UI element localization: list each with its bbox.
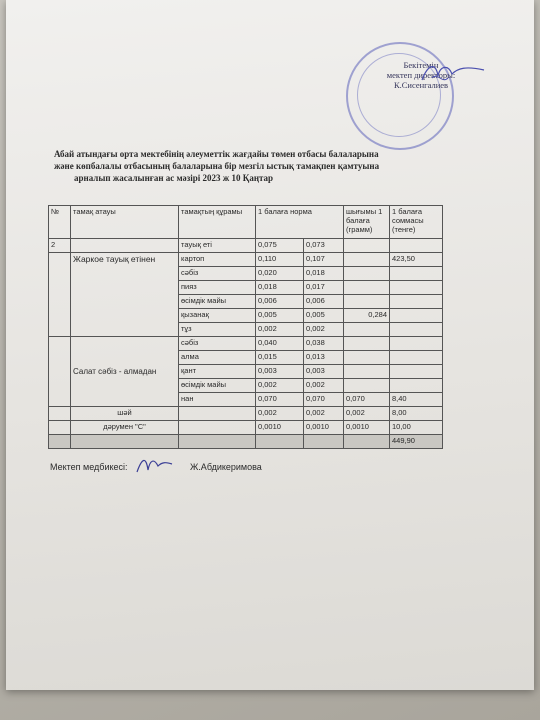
title-line-2: және көпбалалы отбасының балаларына бір мезгіл ыстық тамақпен қамтуына xyxy=(54,161,380,171)
total-sum: 449,90 xyxy=(390,435,443,449)
total-row xyxy=(49,435,443,449)
sum: 423,50 xyxy=(390,253,443,267)
ingredient: қызанақ xyxy=(179,309,256,323)
norm-1: 0,110 xyxy=(256,253,304,267)
ingredient: тұз xyxy=(179,323,256,337)
number-cell-empty xyxy=(49,253,71,337)
sum xyxy=(390,267,443,281)
output xyxy=(344,379,390,393)
sum xyxy=(390,309,443,323)
dish-name-salad: Салат сәбіз - алмадан xyxy=(71,337,179,407)
ingredient-empty xyxy=(179,407,256,421)
ingredient: сәбіз xyxy=(179,267,256,281)
approval-line-3: К.Сисенгалиев xyxy=(393,80,449,90)
norm-2: 0,017 xyxy=(304,281,344,295)
ingredient: алма xyxy=(179,351,256,365)
number-cell-empty xyxy=(49,407,71,421)
table-row xyxy=(49,407,443,421)
norm-2: 0,073 xyxy=(304,239,344,253)
output: 0,070 xyxy=(344,393,390,407)
sum xyxy=(390,365,443,379)
ingredient-empty xyxy=(179,421,256,435)
title-line-1: Абай атындағы орта мектебінің әлеуметтік жағдайы төмен отбасы балаларына xyxy=(54,149,379,159)
director-signature xyxy=(418,58,488,86)
norm-1: 0,002 xyxy=(256,323,304,337)
extra-item-name: шәй xyxy=(71,407,179,421)
norm-2: 0,038 xyxy=(304,337,344,351)
sum xyxy=(390,323,443,337)
output xyxy=(344,267,390,281)
output xyxy=(344,281,390,295)
output xyxy=(344,365,390,379)
norm-1: 0,075 xyxy=(256,239,304,253)
norm-2: 0,070 xyxy=(304,393,344,407)
table-row xyxy=(49,337,443,351)
nurse-label: Мектеп медбикесі: xyxy=(50,462,128,472)
ingredient: сәбіз xyxy=(179,337,256,351)
document-page xyxy=(6,0,534,690)
total-cell-empty xyxy=(304,435,344,449)
norm-1: 0,002 xyxy=(256,407,304,421)
output: 0,284 xyxy=(344,309,390,323)
norm-1: 0,002 xyxy=(256,379,304,393)
norm-2: 0,0010 xyxy=(304,421,344,435)
output xyxy=(344,295,390,309)
norm-2: 0,002 xyxy=(304,323,344,337)
norm-2: 0,002 xyxy=(304,379,344,393)
output xyxy=(344,323,390,337)
total-cell-empty xyxy=(179,435,256,449)
document-title xyxy=(54,148,474,184)
norm-2: 0,002 xyxy=(304,407,344,421)
norm-2: 0,107 xyxy=(304,253,344,267)
norm-2: 0,005 xyxy=(304,309,344,323)
sum xyxy=(390,239,443,253)
header-output: шығымы 1 балаға (грамм) xyxy=(344,206,390,239)
norm-1: 0,015 xyxy=(256,351,304,365)
number-cell-empty xyxy=(49,337,71,407)
nurse-name: Ж.Абдикеримова xyxy=(190,462,262,472)
norm-1: 0,006 xyxy=(256,295,304,309)
sum xyxy=(390,379,443,393)
output: 0,002 xyxy=(344,407,390,421)
norm-2: 0,003 xyxy=(304,365,344,379)
header-ingredients: тамақтың құрамы xyxy=(179,206,256,239)
sum xyxy=(390,281,443,295)
extra-item-name: дәрумен "С" xyxy=(71,421,179,435)
total-cell-empty xyxy=(49,435,71,449)
sum: 10,00 xyxy=(390,421,443,435)
title-line-3: арналып жасалынған ас мәзірі 2023 ж 10 Қаңтар xyxy=(74,173,274,183)
total-cell-empty xyxy=(71,435,179,449)
norm-2: 0,006 xyxy=(304,295,344,309)
norm-1: 0,0010 xyxy=(256,421,304,435)
nurse-signature xyxy=(134,454,174,476)
ingredient: өсімдік майы xyxy=(179,379,256,393)
total-cell-empty xyxy=(256,435,304,449)
output xyxy=(344,351,390,365)
ingredient: өсімдік майы xyxy=(179,295,256,309)
approval-line-2: мектеп директоры: xyxy=(386,70,456,80)
ingredient: картоп xyxy=(179,253,256,267)
norm-2: 0,013 xyxy=(304,351,344,365)
table-row xyxy=(49,253,443,267)
sum xyxy=(390,295,443,309)
ingredient: қант xyxy=(179,365,256,379)
norm-1: 0,070 xyxy=(256,393,304,407)
norm-1: 0,003 xyxy=(256,365,304,379)
output xyxy=(344,253,390,267)
norm-1: 0,005 xyxy=(256,309,304,323)
header-norm: 1 балаға норма xyxy=(256,206,344,239)
dish-cell-empty xyxy=(71,239,179,253)
norm-2: 0,018 xyxy=(304,267,344,281)
number-cell-empty xyxy=(49,421,71,435)
sum xyxy=(390,351,443,365)
row-number: 2 xyxy=(49,239,71,253)
sum xyxy=(390,337,443,351)
ingredient: тауық еті xyxy=(179,239,256,253)
dish-name-roast: Жаркое тауық етінен xyxy=(71,253,179,337)
total-cell-empty xyxy=(344,435,390,449)
output xyxy=(344,337,390,351)
footer xyxy=(50,462,490,472)
norm-1: 0,018 xyxy=(256,281,304,295)
table-header-row xyxy=(49,206,443,239)
norm-1: 0,040 xyxy=(256,337,304,351)
sum: 8,40 xyxy=(390,393,443,407)
approval-line-1: Бекітемін xyxy=(403,60,439,70)
header-number: № xyxy=(49,206,71,239)
ingredient: пияз xyxy=(179,281,256,295)
menu-table xyxy=(48,205,443,449)
output xyxy=(344,239,390,253)
output: 0,0010 xyxy=(344,421,390,435)
ingredient: нан xyxy=(179,393,256,407)
table-row xyxy=(49,421,443,435)
sum: 8,00 xyxy=(390,407,443,421)
norm-1: 0,020 xyxy=(256,267,304,281)
table-row xyxy=(49,239,443,253)
header-sum: 1 балаға соммасы (тенге) xyxy=(390,206,443,239)
header-dish: тамақ атауы xyxy=(71,206,179,239)
